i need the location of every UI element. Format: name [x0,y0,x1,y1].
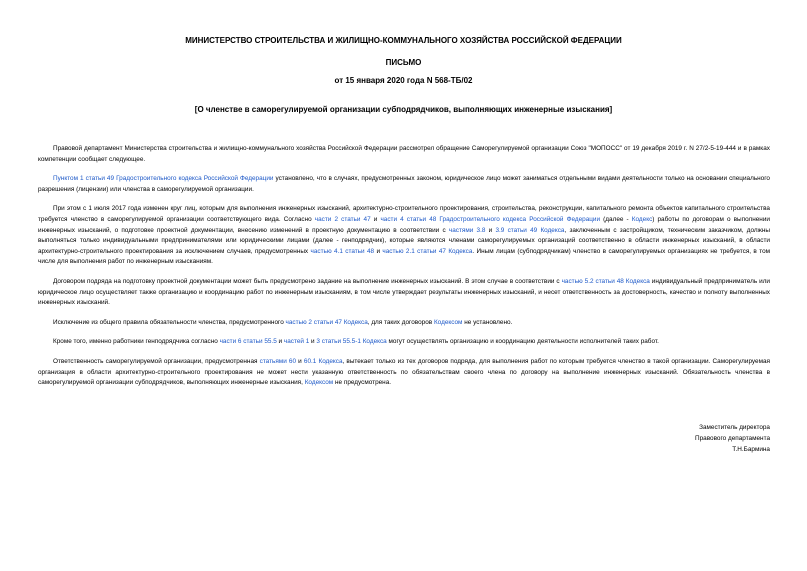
document-type: ПИСЬМО [385,58,422,67]
law-reference-link[interactable]: частью 4.1 статьи 48 [310,247,375,255]
paragraph-text: , заключенным с застройщиком, техническим заказчиком, должны выполняться только индивидуальными предпринимателями или юридическими лицами (далее - генподрядчик), которые являются членами саморегулируемых организаций соответственно в области инженерных изысканий, в области архитектурно-строительного проектирования за исключением случаев, предусмотренных [38,226,770,255]
paragraph-text: ) работы по договорам о выполнении инженерных изысканий, о подготовке проектной документации, внесению изменений в проектную документацию в соответствии с [38,215,770,234]
law-reference-link[interactable]: частью 5.2 статьи 48 Кодекса [561,277,650,285]
document-date-number: от 15 января 2020 года N 568-ТБ/02 [334,76,473,85]
document-subject: [О членстве в саморегулируемой организации субподрядчиков, выполняющих инженерные изыскания] [194,105,613,114]
law-reference-link[interactable]: частью 2.1 статьи 47 Кодекса [382,247,473,255]
law-reference-link[interactable]: статьями 60 [259,357,297,365]
paragraph-text: Правовой департамент Министерства строительства и жилищно-коммунального хозяйства Российской Федерации рассмотрел обращение Саморегулируемой организации Союз "МОПОСС" от 19 декабря 2019 г. N 27/2-5-19-444 и в рамках компетенции сообщает следующее. [38,145,770,163]
law-reference-link[interactable]: 60.1 Кодекса [303,357,343,365]
signer-position: Заместитель директора [699,424,770,431]
paragraph-text: не предусмотрена. [333,379,392,387]
law-reference-link[interactable]: Кодексом [304,379,334,387]
paragraph-text: и [309,338,317,346]
paragraph-text: и [374,247,383,255]
paragraph-7 [38,357,770,389]
paragraph-2 [38,174,770,195]
law-reference-link[interactable]: частями 3.8 [448,226,486,234]
paragraph-text: Кроме того, именно работники генподрядчика согласно [53,338,220,346]
paragraph-1 [38,144,770,165]
law-reference-link[interactable]: части 4 статьи 48 Градостроительного кодекса Российской Федерации [380,215,601,223]
paragraph-text: Ответственность саморегулируемой организации, предусмотренная [53,357,260,365]
paragraph-text: и [296,357,304,365]
law-reference-link[interactable]: Кодексом [433,318,463,326]
law-reference-link[interactable]: 3.9 статьи 49 Кодекса [495,226,565,234]
paragraph-text: не установлено. [462,318,513,326]
paragraph-text: Исключение из общего правила обязательности членства, предусмотренного [53,318,286,326]
law-reference-link[interactable]: части 6 статьи 55.5 [219,338,277,346]
law-reference-link[interactable]: Пунктом 1 статьи 49 Градостроительного кодекса Российской Федерации [53,175,274,183]
paragraph-text: и [276,338,284,346]
signer-name: Т.Н.Бармина [732,446,770,453]
law-reference-link[interactable]: Кодекс [631,215,653,223]
law-reference-link[interactable]: частей 1 [283,338,310,346]
law-reference-link[interactable]: части 2 статьи 47 [314,215,371,223]
paragraph-text: . Иным лицам (субподрядчикам) членство в саморегулируемых организациях не требуется, в том числе для выполнения работ по инженерным изысканиям. [38,247,771,266]
paragraph-6 [38,337,770,348]
paragraph-3 [38,204,770,268]
paragraph-text: и [370,215,381,223]
paragraph-text: индивидуальный предприниматель или юридическое лицо осуществляет также организацию и координацию работ по инженерным изысканиям, в том числе утверждает результаты инженерных изысканий, и несет ответственность за достоверность, качество и полноту выполненных инженерных изысканий. [38,277,770,307]
paragraph-5 [38,318,770,329]
paragraph-4 [38,277,770,309]
paragraph-text: (далее - [600,215,632,223]
document-body [38,144,770,398]
paragraph-text: При этом с 1 июля 2017 года изменен круг лиц, которым для выполнения инженерных изысканий, архитектурно-строительного проектирования, строительства, реконструкции, капитального ремонта объектов капитального строительства требуется членство в саморегулируемой организации соответствующего вида. Согласно [38,205,770,223]
ministry-heading: МИНИСТЕРСТВО СТРОИТЕЛЬСТВА И ЖИЛИЩНО-КОММУНАЛЬНОГО ХОЗЯЙСТВА РОССИЙСКОЙ ФЕДЕРАЦИИ [185,36,622,45]
law-reference-link[interactable]: 3 статьи 55.5-1 Кодекса [316,338,387,346]
paragraph-text: и [485,226,496,234]
paragraph-text: установлено, что в случаях, предусмотренных законом, юридическое лицо может заниматься отдельными видами деятельности только на основании специального разрешения (лицензии) или членства в саморегулируемой организации. [38,175,770,193]
paragraph-text: Договором подряда на подготовку проектной документации может быть предусмотрено задание на выполнение инженерных изысканий. В этом случае в соответствии с [53,277,562,285]
signer-department: Правового департамента [695,435,770,442]
paragraph-text: , для таких договоров [367,318,434,326]
paragraph-text: , вытекает только из тех договоров подряда, для выполнения работ по которым требуется членство в такой организации. Саморегулируемая организация в области архитектурно-строительного проектирования не может нести указанную ответственность по обязательствам своего члена по договору на выполнение инженерных изысканий. Обязательность членства в саморегулируемой организации субподрядчиков, выполняющих инженерные изыскания, [38,357,771,387]
paragraph-text: могут осуществлять организацию и координацию деятельности исполнителей таких работ. [386,338,659,346]
signature-block [695,422,770,455]
law-reference-link[interactable]: частью 2 статьи 47 Кодекса [285,318,368,326]
